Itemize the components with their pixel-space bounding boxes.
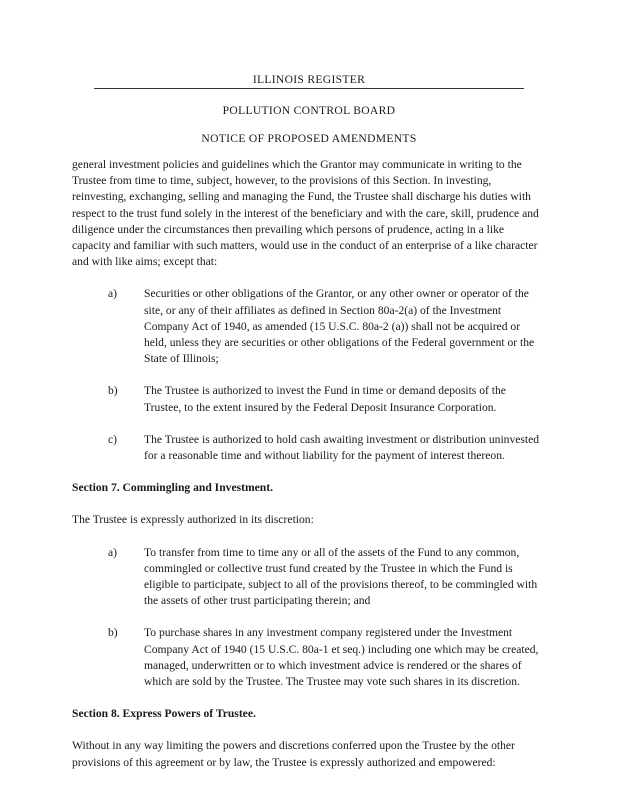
list-item-text: To transfer from time to time any or all of the assets of the Fund to any common, commingled or collective trust fund created by the Trustee in which the Fund is eligible to participate, subject to all of the provisions thereof, to be commingled with the assets of other trust participating therein; and — [144, 545, 538, 608]
register-title: ILLINOIS REGISTER — [94, 72, 524, 89]
list-item — [72, 286, 544, 367]
document-body — [72, 157, 544, 787]
section-8-heading: Section 8. Express Powers of Trustee. — [72, 707, 256, 721]
document-header — [0, 72, 618, 147]
section-7-intro: The Trustee is expressly authorized in its discretion: — [72, 513, 314, 527]
list-item — [72, 545, 544, 610]
intro-paragraph: general investment policies and guidelines which the Grantor may communicate in writing to the Trustee from time to time, subject, however, to the provisions of this Section. In investing, reinvesting, exchanging, selling and managing the Fund, the Trustee shall discharge his duties with respect to the trust fund solely in the interest of the beneficiary and with the care, skill, prudence and diligence under the circumstances then prevailing which persons of prudence, acting in a like capacity and familiar with such matters, would use in the conduct of an enterprise of a like character and with like aims; except that: — [72, 158, 539, 269]
list-item-label: a) — [108, 287, 118, 301]
list-item — [72, 383, 544, 415]
list-item-text: The Trustee is authorized to hold cash awaiting investment or distribution uninvested for a reasonable time and without liability for the payment of interest thereon. — [144, 432, 540, 463]
list-item — [72, 432, 544, 464]
list-item-label: b) — [108, 384, 118, 398]
list-item-text: The Trustee is authorized to invest the Fund in time or demand deposits of the Trustee, to the extent insured by the Federal Deposit Insurance Corporation. — [144, 384, 506, 414]
commingling-list — [72, 545, 544, 691]
investment-exceptions-list — [72, 286, 544, 464]
section-8-intro: Without in any way limiting the powers and discretions conferred upon the Trustee by the other provisions of this agreement or by law, the Trustee is expressly authorized and empowered: — [72, 739, 515, 769]
list-item-text: Securities or other obligations of the Grantor, or any other owner or operator of the site, or any of their affiliates as defined in Section 80a-2(a) of the Investment Company Act of 1940, as amended (15 U.S.C. 80a-2 (a)) shall not be acquired or held, unless they are securities or other obligations of the Federal government or the State of Illinois; — [144, 287, 535, 366]
board-title: POLLUTION CONTROL BOARD — [222, 104, 396, 117]
section-7-heading: Section 7. Commingling and Investment. — [72, 481, 273, 495]
list-item-label: a) — [108, 545, 118, 559]
list-item-label: c) — [108, 432, 118, 446]
list-item — [72, 625, 544, 690]
list-item-label: b) — [108, 626, 118, 640]
notice-title: NOTICE OF PROPOSED AMENDMENTS — [201, 132, 417, 145]
list-item-text: To purchase shares in any investment company registered under the Investment Company Act of 1940 (15 U.S.C. 80a-1 et seq.) including one which may be created, managed, underwritten or to which investment advice is rendered or the shares of which are sold by the Trustee. The Trustee may vote such shares in its discretion. — [144, 626, 539, 689]
